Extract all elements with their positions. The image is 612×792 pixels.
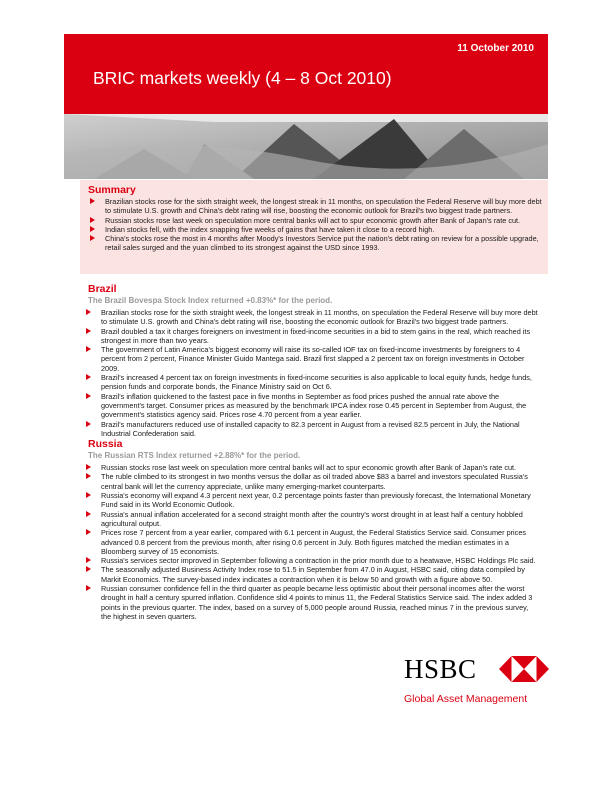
list-item: Brazil doubled a tax it charges foreigners on investment in fixed-income securities in a bid to stem gains in the real, which reached its strongest in more than two years. — [84, 327, 540, 346]
brazil-heading: Brazil — [88, 283, 117, 295]
list-item: Prices rose 7 percent from a year earlier, compared with 6.1 percent in August, the Federal Statistics Service said. Consumer prices advanced 0.8 percent from the previous month, after rising 0.6 percent in July. Both figures matched the median estimates in a Bloomberg survey of 15 economists. — [84, 528, 540, 556]
list-item: Brazil's manufacturers reduced use of installed capacity to 82.3 percent in August from a revised 82.5 percent in July, the National Industrial Confederation said. — [84, 420, 540, 439]
russia-heading: Russia — [88, 438, 123, 451]
bullet-icon — [86, 393, 91, 399]
list-item: The ruble climbed to its strongest in two months versus the dollar as oil traded above $83 a barrel and investors speculated Russia's central bank will let the currency appreciate, unlike many emerging-market counterparts. — [84, 472, 540, 491]
hsbc-logo — [404, 654, 554, 716]
list-item: Brazilian stocks rose for the sixth straight week, the longest streak in 11 months, on speculation the Federal Reserve will buy more debt to stimulate U.S. growth and China's debt rating will rise, boosting the economic outlook for Brazil's two biggest trade partners. — [88, 197, 542, 216]
list-item: The seasonally adjusted Business Activity Index rose to 51.5 in September from 47.0 in August, HSBC said, citing data compiled by Markit Economics. The survey-based index indicates a contraction when it is below 50 and growth with a figure above 50. — [84, 565, 540, 584]
bullet-icon — [86, 511, 91, 517]
list-item: Russian stocks rose last week on speculation more central banks will act to spur economic growth after Bank of Japan's rate cut. — [84, 463, 540, 472]
bullet-icon — [86, 492, 91, 498]
bullet-icon — [86, 328, 91, 334]
list-item: Indian stocks fell, with the index snapping five weeks of gains that have taken it close to a record high. — [88, 225, 542, 234]
bullet-icon — [86, 421, 91, 427]
hexagon-logo-icon — [499, 656, 549, 682]
list-item: Russian stocks rose last week on speculation more central banks will act to spur economic growth after Bank of Japan's rate cut. — [88, 216, 542, 225]
list-item: Russian consumer confidence fell in the third quarter as people became less optimistic about their personal incomes after the worst drought in half a century spurred inflation. Confidence slid 4 points to minus 11, the Federal Statistics Service said. The index added 3 points in the previous quarter. The index, based on a survey of 5,000 people around Russia, reached minus 7 in the previous survey, the highest in seven quarters. — [84, 584, 540, 621]
bullet-icon — [86, 585, 91, 591]
bullet-icon — [86, 309, 91, 315]
russia-subheading: The Russian RTS Index returned +2.88%* for the period. — [88, 451, 301, 461]
list-item: Russia's annual inflation accelerated for a second straight month after the country's worst drought in at least half a century hobbled agricultural output. — [84, 510, 540, 529]
bullet-icon — [90, 226, 95, 232]
brazil-subheading: The Brazil Bovespa Stock Index returned +0.83%* for the period. — [88, 296, 333, 305]
summary-heading: Summary — [88, 184, 136, 196]
logo-wordmark: HSBC — [404, 654, 477, 684]
bullet-icon — [90, 235, 95, 241]
bullet-icon — [86, 346, 91, 352]
summary-box — [80, 180, 548, 274]
list-item: Brazil's increased 4 percent tax on foreign investments in fixed-income securities is also applicable to local equity funds, hedge funds, pension funds and corporate bonds, the Finance Ministry said on Oct 6. — [84, 373, 540, 392]
list-item: The government of Latin America's biggest economy will raise its so-called IOF tax on fixed-income investments by foreigners to 4 percent from 2 percent, Finance Minister Guido Mantega said. Brazil first slapped a 2 percent tax on foreign investments in October 2009. — [84, 345, 540, 373]
bullet-icon — [86, 529, 91, 535]
bullet-icon — [86, 473, 91, 479]
report-title: BRIC markets weekly (4 – 8 Oct 2010) — [93, 68, 392, 88]
bullet-icon — [86, 374, 91, 380]
bullet-icon — [86, 566, 91, 572]
main-content — [88, 283, 540, 621]
list-item: Brazilian stocks rose for the sixth straight week, the longest streak in 11 months, on speculation the Federal Reserve will buy more debt to stimulate U.S. growth and China's debt rating will rise, boosting the economic outlook for Brazil's two biggest trade partners. — [84, 308, 540, 327]
bullet-icon — [90, 217, 95, 223]
bullet-icon — [86, 557, 91, 563]
brazil-list — [88, 308, 540, 438]
header-image — [64, 114, 548, 179]
bullet-icon — [86, 464, 91, 470]
list-item: Russia's economy will expand 4.3 percent next year, 0.2 percentage points faster than previously forecast, the International Monetary Fund said in its World Economic Outlook. — [84, 491, 540, 510]
list-item: Brazil's inflation quickened to the fastest pace in five months in September as food prices pushed the annual rate above the government's target. Consumer prices as measured by the benchmark IPCA index rose 0.45 percent in September from August, the government's statistics agency said. Prices rose 4.70 percent from a year earlier. — [84, 392, 540, 420]
list-item: China's stocks rose the most in 4 months after Moody's Investors Service put the nation's debt rating on review for a possible upgrade, retail sales surged and the yuan climbed to its strongest against the USD since 1993. — [88, 234, 542, 253]
list-item: Russia's services sector improved in September following a contraction in the prior month due to a heatwave, HSBC Holdings Plc said. — [84, 556, 540, 565]
russia-list — [88, 463, 540, 621]
header-banner — [64, 34, 548, 179]
report-date: 11 October 2010 — [457, 43, 534, 54]
summary-list — [88, 197, 542, 253]
bullet-icon — [90, 198, 95, 204]
logo-tagline: Global Asset Management — [404, 693, 528, 705]
